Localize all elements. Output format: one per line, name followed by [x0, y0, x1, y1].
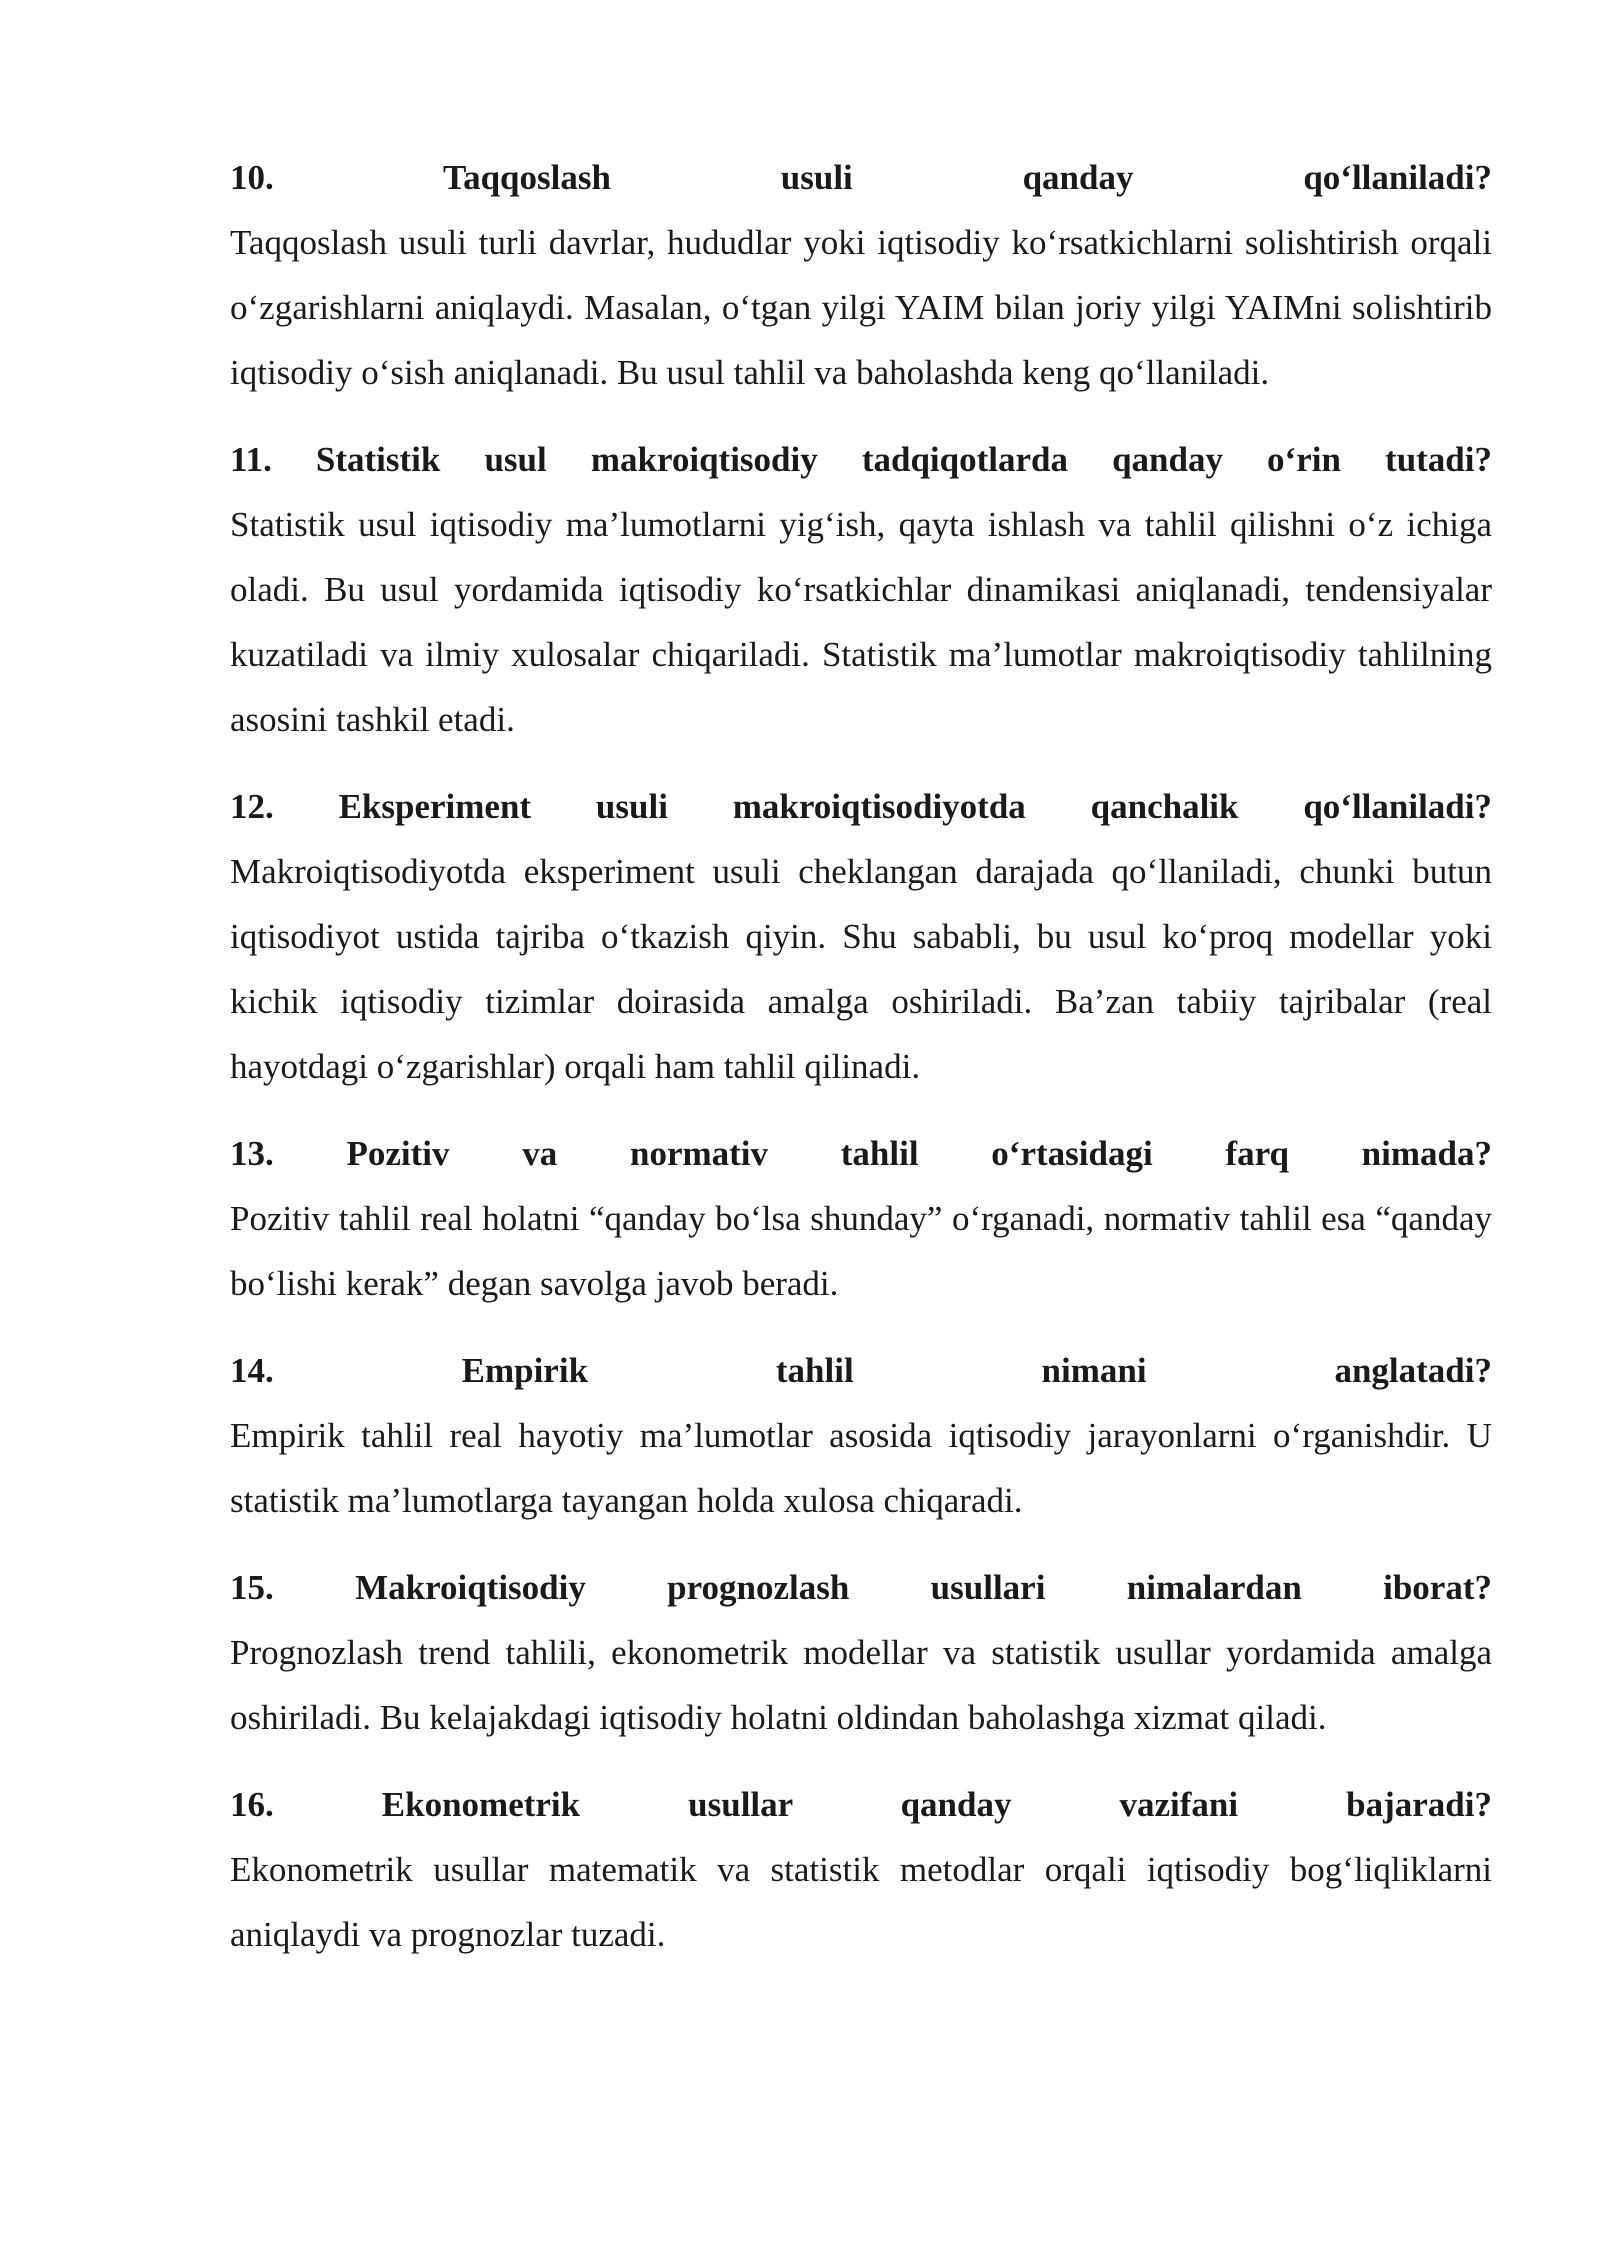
qa-item-13 — [230, 1121, 1492, 1316]
question-heading: 10. Taqqoslash usuli qanday qo‘llaniladi? — [230, 158, 1492, 197]
question-heading: 11. Statistik usul makroiqtisodiy tadqiqotlarda qanday o‘rin tutadi? — [230, 440, 1492, 479]
qa-item-16 — [230, 1772, 1492, 1967]
answer-paragraph: Taqqoslash usuli turli davrlar, hududlar yoki iqtisodiy ko‘rsatkichlarni solishtirish orqali o‘zgarishlarni aniqlaydi. Masalan, o‘tgan yilgi YAIM bilan joriy yilgi YAIMni solishtirib iqtisodiy o‘sish aniqlanadi. Bu usul tahlil va baholashda keng qo‘llaniladi. — [230, 223, 1492, 392]
answer-paragraph: Makroiqtisodiyotda eksperiment usuli cheklangan darajada qo‘llaniladi, chunki butun iqtisodiyot ustida tajriba o‘tkazish qiyin. Shu sababli, bu usul ko‘proq modellar yoki kichik iqtisodiy tizimlar doirasida amalga oshiriladi. Ba’zan tabiiy tajribalar (real hayotdagi o‘zgarishlar) orqali ham tahlil qilinadi. — [230, 852, 1492, 1086]
question-heading: 15. Makroiqtisodiy prognozlash usullari nimalardan iborat? — [230, 1568, 1492, 1607]
answer-paragraph: Pozitiv tahlil real holatni “qanday bo‘lsa shunday” o‘rganadi, normativ tahlil esa “qanday bo‘lishi kerak” degan savolga javob beradi. — [230, 1199, 1492, 1303]
answer-paragraph: Empirik tahlil real hayotiy ma’lumotlar asosida iqtisodiy jarayonlarni o‘rganishdir. U statistik ma’lumotlarga tayangan holda xulosa chiqaradi. — [230, 1416, 1492, 1520]
question-heading: 12. Eksperiment usuli makroiqtisodiyotda qanchalik qo‘llaniladi? — [230, 787, 1492, 826]
qa-item-15 — [230, 1555, 1492, 1750]
qa-item-14 — [230, 1338, 1492, 1533]
qa-item-12 — [230, 774, 1492, 1099]
question-heading: 14. Empirik tahlil nimani anglatadi? — [230, 1351, 1492, 1390]
question-heading: 16. Ekonometrik usullar qanday vazifani bajaradi? — [230, 1785, 1492, 1824]
answer-paragraph: Statistik usul iqtisodiy ma’lumotlarni yig‘ish, qayta ishlash va tahlil qilishni o‘z ichiga oladi. Bu usul yordamida iqtisodiy ko‘rsatkichlar dinamikasi aniqlanadi, tendensiyalar kuzatiladi va ilmiy xulosalar chiqariladi. Statistik ma’lumotlar makroiqtisodiy tahlilning asosini tashkil etadi. — [230, 505, 1492, 739]
question-heading: 13. Pozitiv va normativ tahlil o‘rtasidagi farq nimada? — [230, 1134, 1492, 1173]
answer-paragraph: Ekonometrik usullar matematik va statistik metodlar orqali iqtisodiy bog‘liqliklarni aniqlaydi va prognozlar tuzadi. — [230, 1850, 1492, 1954]
qa-item-11 — [230, 427, 1492, 752]
qa-item-10 — [230, 145, 1492, 405]
document-page — [230, 145, 1492, 1989]
answer-paragraph: Prognozlash trend tahlili, ekonometrik modellar va statistik usullar yordamida amalga oshiriladi. Bu kelajakdagi iqtisodiy holatni oldindan baholashga xizmat qiladi. — [230, 1633, 1492, 1737]
